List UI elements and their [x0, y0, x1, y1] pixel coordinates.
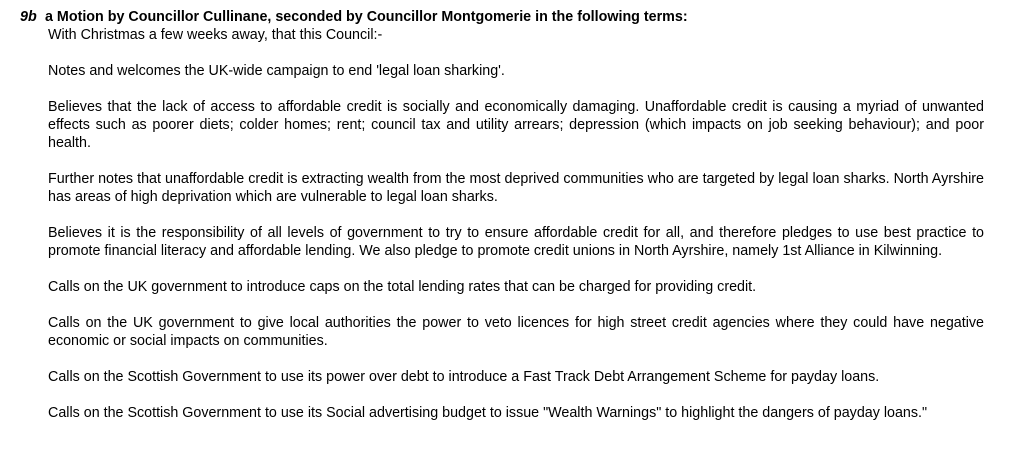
paragraph-calls-uk-caps: Calls on the UK government to introduce caps on the total lending rates that can be charged for providing credit.	[48, 279, 757, 295]
paragraph-intro: With Christmas a few weeks away, that this Council:-	[48, 27, 383, 43]
paragraph-believes-responsibility: Believes it is the responsibility of all levels of government to try to ensure affordable credit for all, and therefore pledges to use best practice to promote financial literacy and affordable lending. We also pledge to promote credit unions in North Ayrshire, namely 1st Alliance in Kilwinning.	[48, 225, 984, 259]
paragraph-notes: Notes and welcomes the UK-wide campaign to end 'legal loan sharking'.	[48, 63, 505, 79]
paragraph-calls-uk-veto: Calls on the UK government to give local authorities the power to veto licences for high street credit agencies where they could have negative economic or social impacts on communities.	[48, 315, 984, 349]
motion-title: a Motion by Councillor Cullinane, seconded by Councillor Montgomerie in the following terms:	[45, 9, 688, 25]
paragraph-believes-credit: Believes that the lack of access to affordable credit is socially and economically damaging. Unaffordable credit is causing a myriad of unwanted effects such as poorer diets; colder homes; rent; council tax and utility arrears; depression (which impacts on job seeking behaviour); and poor health.	[48, 99, 984, 151]
paragraph-calls-scottish-warnings: Calls on the Scottish Government to use its Social advertising budget to issue "Wealth Warnings" to highlight the dangers of payday loans."	[48, 405, 928, 421]
motion-body	[48, 26, 984, 440]
motion-number: 9b	[20, 9, 37, 25]
motion-heading	[20, 9, 688, 26]
paragraph-calls-scottish-debt: Calls on the Scottish Government to use its power over debt to introduce a Fast Track Debt Arrangement Scheme for payday loans.	[48, 369, 880, 385]
paragraph-further-notes: Further notes that unaffordable credit is extracting wealth from the most deprived communities who are targeted by legal loan sharks. North Ayrshire has areas of high deprivation which are vulnerable to legal loan sharks.	[48, 171, 984, 205]
